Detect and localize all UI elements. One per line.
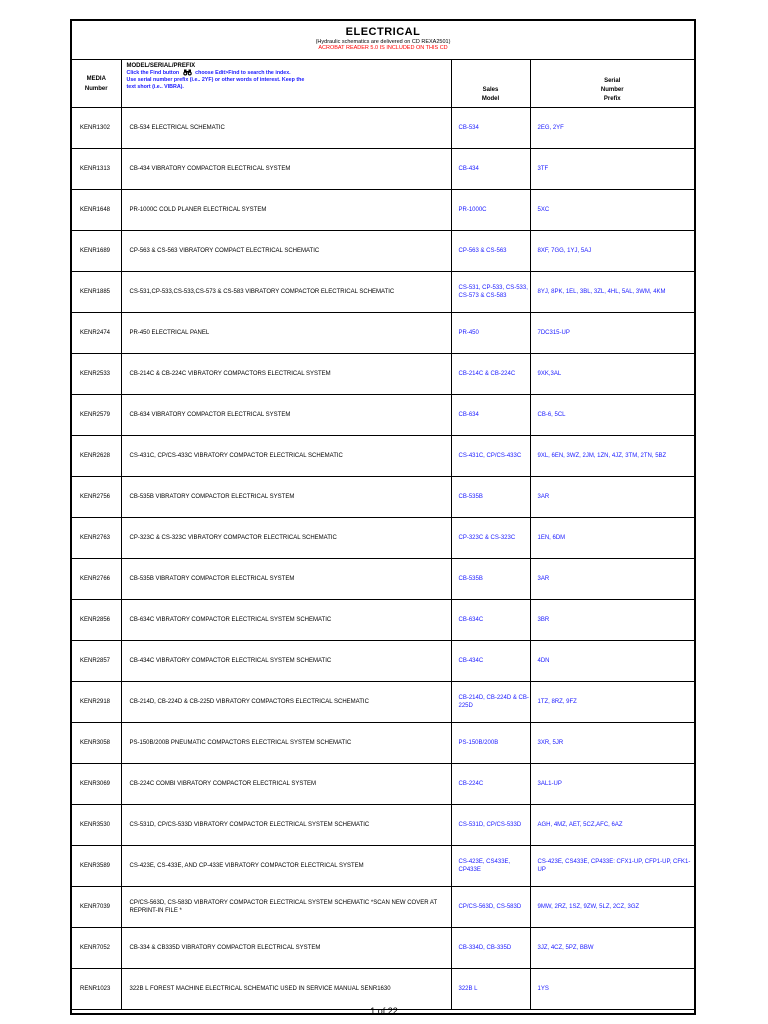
table-header-row — [72, 60, 694, 108]
media-number-cell: KENR3589 — [72, 846, 121, 887]
description-cell: CS-531D, CP/CS-533D VIBRATORY COMPACTOR ELECTRICAL SYSTEM SCHEMATIC — [121, 805, 451, 846]
acrobat-note: ACROBAT READER 5.0 IS INCLUDED ON THIS CD — [318, 45, 448, 51]
description-cell: CB-214D, CB-224D & CB-225D VIBRATORY COMPACTORS ELECTRICAL SCHEMATIC — [121, 682, 451, 723]
table-row — [72, 149, 694, 190]
title-block — [72, 21, 694, 60]
serial-prefix-link[interactable]: CB-6, 5CL — [530, 395, 694, 436]
media-number-cell: KENR2918 — [72, 682, 121, 723]
binoculars-icon[interactable] — [183, 69, 192, 76]
media-number-cell: KENR1302 — [72, 108, 121, 149]
sales-model-link[interactable]: CB-534 — [451, 108, 530, 149]
serial-prefix-link[interactable]: 8YJ, 8PK, 1EL, 3BL, 3ZL, 4HL, 5AL, 3WM, 4KM — [530, 272, 694, 313]
page-number: 1 of 22 — [370, 1006, 398, 1016]
serial-header-line: Prefix — [603, 96, 621, 102]
table-row — [72, 190, 694, 231]
description-cell: CP-563 & CS-563 VIBRATORY COMPACT ELECTRICAL SCHEMATIC — [121, 231, 451, 272]
media-number-cell: KENR1885 — [72, 272, 121, 313]
serial-prefix-link[interactable]: AGH, 4MZ, AET, 5CZ,AFC, 6AZ — [530, 805, 694, 846]
media-number-cell: KENR2766 — [72, 559, 121, 600]
model-header-title: MODEL/SERIAL/PREFIX — [126, 63, 196, 69]
sales-model-link[interactable]: CS-431C, CP/CS-433C — [451, 436, 530, 477]
table-row — [72, 846, 694, 887]
table-row — [72, 436, 694, 477]
media-number-cell: KENR3058 — [72, 723, 121, 764]
page-subtitle: (Hydraulic schematics are delivered on CD REXA2501) — [315, 39, 451, 45]
media-number-cell: KENR2756 — [72, 477, 121, 518]
media-number-cell: KENR7052 — [72, 928, 121, 969]
table-row — [72, 969, 694, 1010]
description-cell: CB-224C COMBI VIBRATORY COMPACTOR ELECTRICAL SYSTEM — [121, 764, 451, 805]
sales-model-link[interactable]: PR-1000C — [451, 190, 530, 231]
description-cell: CB-535B VIBRATORY COMPACTOR ELECTRICAL SYSTEM — [121, 477, 451, 518]
serial-prefix-link[interactable]: 5XC — [530, 190, 694, 231]
serial-prefix-link[interactable]: 9MW, 2RZ, 1SZ, 9ZW, 5LZ, 2CZ, 3GZ — [530, 887, 694, 928]
media-number-cell: KENR2628 — [72, 436, 121, 477]
sales-model-link[interactable]: CB-535B — [451, 559, 530, 600]
table-row — [72, 354, 694, 395]
find-instruction-text: choose Edit>Find to search the index. — [195, 69, 291, 76]
media-number-cell: KENR2763 — [72, 518, 121, 559]
serial-prefix-link[interactable]: 8XF, 7GG, 1YJ, 5AJ — [530, 231, 694, 272]
serial-prefix-link[interactable]: 4DN — [530, 641, 694, 682]
description-cell: CP-323C & CS-323C VIBRATORY COMPACTOR ELECTRICAL SCHEMATIC — [121, 518, 451, 559]
table-row — [72, 682, 694, 723]
serial-prefix-link[interactable]: 7DC315-UP — [530, 313, 694, 354]
description-cell: CB-634C VIBRATORY COMPACTOR ELECTRICAL SYSTEM SCHEMATIC — [121, 600, 451, 641]
serial-prefix-link[interactable]: 3AL1-UP — [530, 764, 694, 805]
serial-prefix-link[interactable]: 2EG, 2YF — [530, 108, 694, 149]
description-cell: CB-634 VIBRATORY COMPACTOR ELECTRICAL SYSTEM — [121, 395, 451, 436]
sales-model-link[interactable]: CB-634C — [451, 600, 530, 641]
find-instruction-text: Click the Find button — [126, 69, 180, 76]
sales-model-link[interactable]: CS-423E, CS433E, CP433E — [451, 846, 530, 887]
table-row — [72, 108, 694, 149]
table-row — [72, 313, 694, 354]
table-row — [72, 395, 694, 436]
sales-model-link[interactable]: CB-535B — [451, 477, 530, 518]
sales-model-link[interactable]: CB-434C — [451, 641, 530, 682]
description-cell: CB-535B VIBRATORY COMPACTOR ELECTRICAL SYSTEM — [121, 559, 451, 600]
serial-header-line: Number — [600, 87, 624, 93]
serial-prefix-link[interactable]: 3BR — [530, 600, 694, 641]
media-header-line: Number — [84, 85, 108, 92]
model-header-instructions — [127, 69, 451, 77]
sales-model-link[interactable]: CB-224C — [451, 764, 530, 805]
table-row — [72, 231, 694, 272]
sales-model-link[interactable]: CB-334D, CB-335D — [451, 928, 530, 969]
serial-prefix-link[interactable]: 3AR — [530, 477, 694, 518]
sales-model-link[interactable]: PR-450 — [451, 313, 530, 354]
serial-prefix-link[interactable]: 3TF — [530, 149, 694, 190]
sales-model-link[interactable]: CP/CS-563D, CS-583D — [451, 887, 530, 928]
sales-model-link[interactable]: CB-634 — [451, 395, 530, 436]
media-number-cell: KENR2857 — [72, 641, 121, 682]
media-header-line: MEDIA — [86, 75, 106, 82]
description-cell: PR-450 ELECTRICAL PANEL — [121, 313, 451, 354]
sales-model-link[interactable]: CP-563 & CS-563 — [451, 231, 530, 272]
sales-model-link[interactable]: CS-531D, CP/CS-533D — [451, 805, 530, 846]
serial-prefix-link[interactable]: 9XK,3AL — [530, 354, 694, 395]
serial-prefix-link[interactable]: 3JZ, 4CZ, 5PZ, BBW — [530, 928, 694, 969]
serial-prefix-link[interactable]: CS-423E, CS433E, CP433E: CFX1-UP, CFP1-UP, CFK1-UP — [530, 846, 694, 887]
table-row — [72, 559, 694, 600]
table-row — [72, 518, 694, 559]
media-number-cell: KENR3530 — [72, 805, 121, 846]
table-row — [72, 477, 694, 518]
sales-model-link[interactable]: CB-434 — [451, 149, 530, 190]
description-cell: CS-423E, CS-433E, AND CP-433E VIBRATORY COMPACTOR ELECTRICAL SYSTEM — [121, 846, 451, 887]
description-cell: CB-434C VIBRATORY COMPACTOR ELECTRICAL SYSTEM SCHEMATIC — [121, 641, 451, 682]
table-row — [72, 928, 694, 969]
sales-model-link[interactable]: 322B L — [451, 969, 530, 1010]
sales-model-link[interactable]: CB-214C & CB-224C — [451, 354, 530, 395]
media-number-cell: KENR2533 — [72, 354, 121, 395]
table-row — [72, 764, 694, 805]
serial-prefix-link[interactable]: 9XL, 6EN, 3WZ, 2JM, 1ZN, 4JZ, 3TM, 2TN, 5BZ — [530, 436, 694, 477]
serial-header-line: Serial — [604, 78, 621, 84]
description-cell: CS-531,CP-533,CS-533,CS-573 & CS-583 VIBRATORY COMPACTOR ELECTRICAL SCHEMATIC — [121, 272, 451, 313]
media-number-cell: KENR7039 — [72, 887, 121, 928]
table-row — [72, 600, 694, 641]
media-number-cell: KENR1689 — [72, 231, 121, 272]
table-row — [72, 887, 694, 928]
column-header-media — [72, 60, 121, 108]
table-row — [72, 272, 694, 313]
sales-header-line: Model — [481, 96, 500, 102]
description-cell: PS-150B/200B PNEUMATIC COMPACTORS ELECTRICAL SYSTEM SCHEMATIC — [121, 723, 451, 764]
table-row — [72, 723, 694, 764]
sales-header-line: Sales — [482, 87, 499, 93]
serial-prefix-link[interactable]: 1TZ, 8RZ, 9FZ — [530, 682, 694, 723]
serial-prefix-link[interactable]: 3XR, 5JR — [530, 723, 694, 764]
description-cell: CB-334 & CB335D VIBRATORY COMPACTOR ELECTRICAL SYSTEM — [121, 928, 451, 969]
media-number-cell: KENR2579 — [72, 395, 121, 436]
sales-model-link[interactable]: CB-214D, CB-224D & CB-225D — [451, 682, 530, 723]
description-cell: CB-214C & CB-224C VIBRATORY COMPACTORS ELECTRICAL SYSTEM — [121, 354, 451, 395]
serial-prefix-link[interactable]: 3AR — [530, 559, 694, 600]
column-header-model — [121, 60, 451, 108]
model-header-instructions: text short (i.e.. VIBRA). — [126, 83, 184, 90]
page-title: ELECTRICAL — [345, 26, 421, 38]
description-cell: PR-1000C COLD PLANER ELECTRICAL SYSTEM — [121, 190, 451, 231]
sales-model-link[interactable]: CS-531, CP-533, CS-533, CS-573 & CS-583 — [451, 272, 530, 313]
description-cell: CB-534 ELECTRICAL SCHEMATIC — [121, 108, 451, 149]
description-cell: CB-434 VIBRATORY COMPACTOR ELECTRICAL SYSTEM — [121, 149, 451, 190]
table-row — [72, 805, 694, 846]
description-cell: CP/CS-563D, CS-583D VIBRATORY COMPACTOR ELECTRICAL SYSTEM SCHEMATIC *SCAN NEW COVER AT REPRINT-IN FILE * — [121, 887, 451, 928]
media-number-cell: KENR2856 — [72, 600, 121, 641]
sales-model-link[interactable]: PS-150B/200B — [451, 723, 530, 764]
description-cell: 322B L FOREST MACHINE ELECTRICAL SCHEMATIC USED IN SERVICE MANUAL SENR1630 — [121, 969, 451, 1010]
column-header-serial-prefix — [530, 60, 694, 108]
document-sheet — [70, 19, 696, 1015]
media-number-cell: KENR1648 — [72, 190, 121, 231]
serial-prefix-link[interactable]: 1YS — [530, 969, 694, 1010]
media-index-table — [72, 59, 694, 1010]
column-header-sales-model — [451, 60, 530, 108]
table-row — [72, 641, 694, 682]
media-number-cell: RENR1023 — [72, 969, 121, 1010]
sales-model-link[interactable]: CP-323C & CS-323C — [451, 518, 530, 559]
media-number-cell: KENR1313 — [72, 149, 121, 190]
serial-prefix-link[interactable]: 1EN, 6DM — [530, 518, 694, 559]
media-number-cell: KENR3069 — [72, 764, 121, 805]
media-number-cell: KENR2474 — [72, 313, 121, 354]
model-header-instructions: Use serial number prefix (i.e.. 2YF) or other words of interest. Keep the — [126, 76, 305, 83]
description-cell: CS-431C, CP/CS-433C VIBRATORY COMPACTOR ELECTRICAL SCHEMATIC — [121, 436, 451, 477]
